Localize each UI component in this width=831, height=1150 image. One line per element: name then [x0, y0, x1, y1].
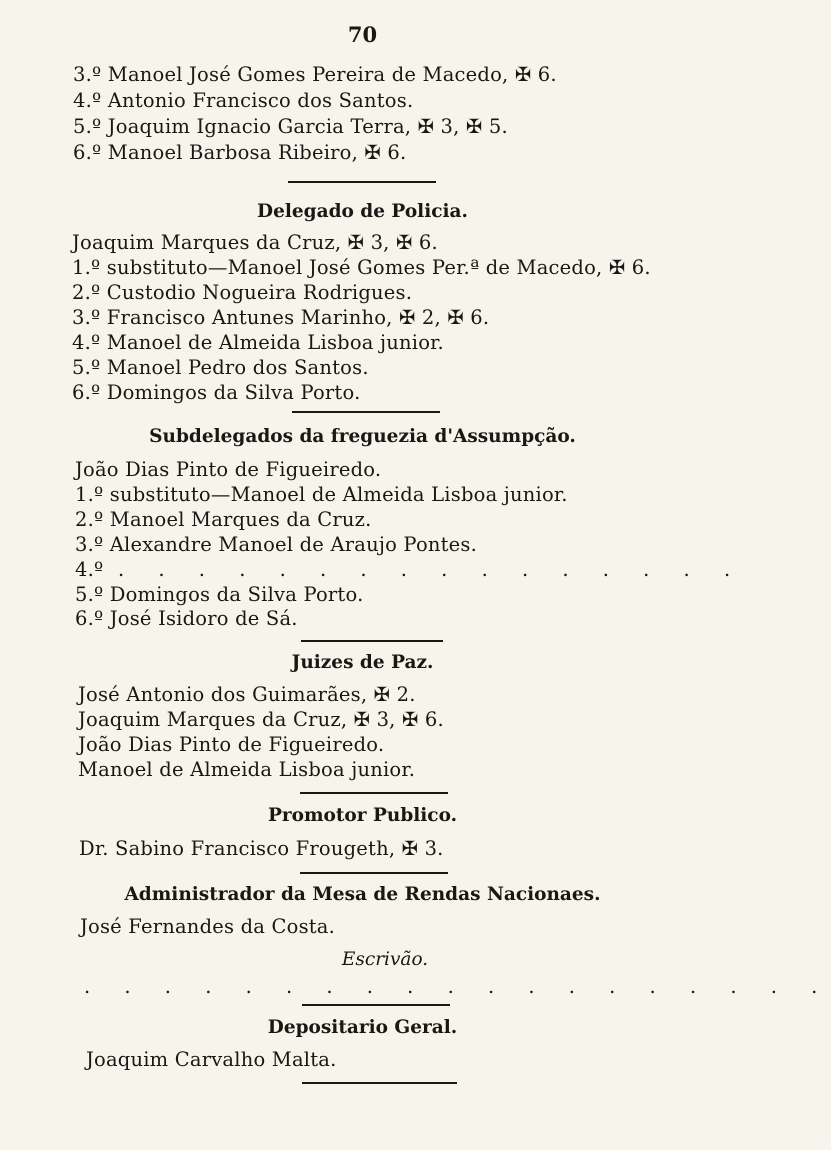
entry-line: 5.º Domingos da Silva Porto. — [75, 583, 364, 606]
section-heading: Promotor Publico. — [267, 805, 458, 826]
entry-line: 4.º Antonio Francisco dos Santos. — [73, 89, 414, 112]
entry-line: 3.º Alexandre Manoel de Araujo Pontes. — [75, 533, 478, 556]
divider — [288, 181, 436, 183]
divider — [292, 411, 440, 413]
entry-line: Joaquim Marques da Cruz, ✠ 3, ✠ 6. — [78, 708, 444, 731]
entry-line: Joaquim Carvalho Malta. — [86, 1048, 337, 1071]
section-heading: Depositario Geral. — [267, 1017, 458, 1038]
divider — [300, 872, 448, 874]
dot-leader: . . . . . . . . . . . . . . . . . . . — [84, 975, 831, 998]
entry-line: 2.º Manoel Marques da Cruz. — [75, 508, 372, 531]
entry-line: 5.º Manoel Pedro dos Santos. — [72, 356, 369, 379]
entry-line: 2.º Custodio Nogueira Rodrigues. — [72, 281, 413, 304]
entry-line: Joaquim Marques da Cruz, ✠ 3, ✠ 6. — [72, 231, 438, 254]
entry-line: Dr. Sabino Francisco Frougeth, ✠ 3. — [79, 837, 444, 860]
entry-line: 1.º substituto—Manoel de Almeida Lisboa junior. — [75, 483, 568, 506]
entry-line: 4.º Manoel de Almeida Lisboa junior. — [72, 331, 444, 354]
divider — [300, 792, 448, 794]
section-heading: Administrador da Mesa de Rendas Nacionaes. — [124, 884, 601, 905]
entry-line: João Dias Pinto de Figueiredo. — [78, 733, 385, 756]
section-heading: Delegado de Policia. — [257, 201, 468, 222]
divider — [302, 1082, 457, 1084]
entry-line: 4.º — [75, 558, 104, 581]
entry-line: 5.º Joaquim Ignacio Garcia Terra, ✠ 3, ✠ 5. — [73, 115, 508, 138]
entry-line: 3.º Manoel José Gomes Pereira de Macedo, ✠ 6. — [73, 63, 557, 86]
section-heading: Juizes de Paz. — [291, 652, 434, 673]
entry-line: 6.º Manoel Barbosa Ribeiro, ✠ 6. — [73, 141, 407, 164]
page-number: 70 — [347, 22, 378, 47]
divider — [302, 1004, 450, 1006]
divider — [301, 640, 443, 642]
entry-line: José Antonio dos Guimarães, ✠ 2. — [78, 683, 416, 706]
entry-line: Manoel de Almeida Lisboa junior. — [78, 758, 416, 781]
entry-line: 1.º substituto—Manoel José Gomes Per.ª de Macedo, ✠ 6. — [72, 256, 651, 279]
dot-leader: . . . . . . . . . . . . . . . . — [118, 558, 745, 581]
section-subheading: Escrivão. — [341, 949, 429, 970]
section-heading: Subdelegados da freguezia d'Assumpção. — [149, 426, 576, 447]
entry-line: José Fernandes da Costa. — [80, 915, 336, 938]
entry-line: 6.º José Isidoro de Sá. — [75, 607, 298, 630]
entry-line: João Dias Pinto de Figueiredo. — [75, 458, 382, 481]
entry-line: 6.º Domingos da Silva Porto. — [72, 381, 361, 404]
entry-line: 3.º Francisco Antunes Marinho, ✠ 2, ✠ 6. — [72, 306, 490, 329]
